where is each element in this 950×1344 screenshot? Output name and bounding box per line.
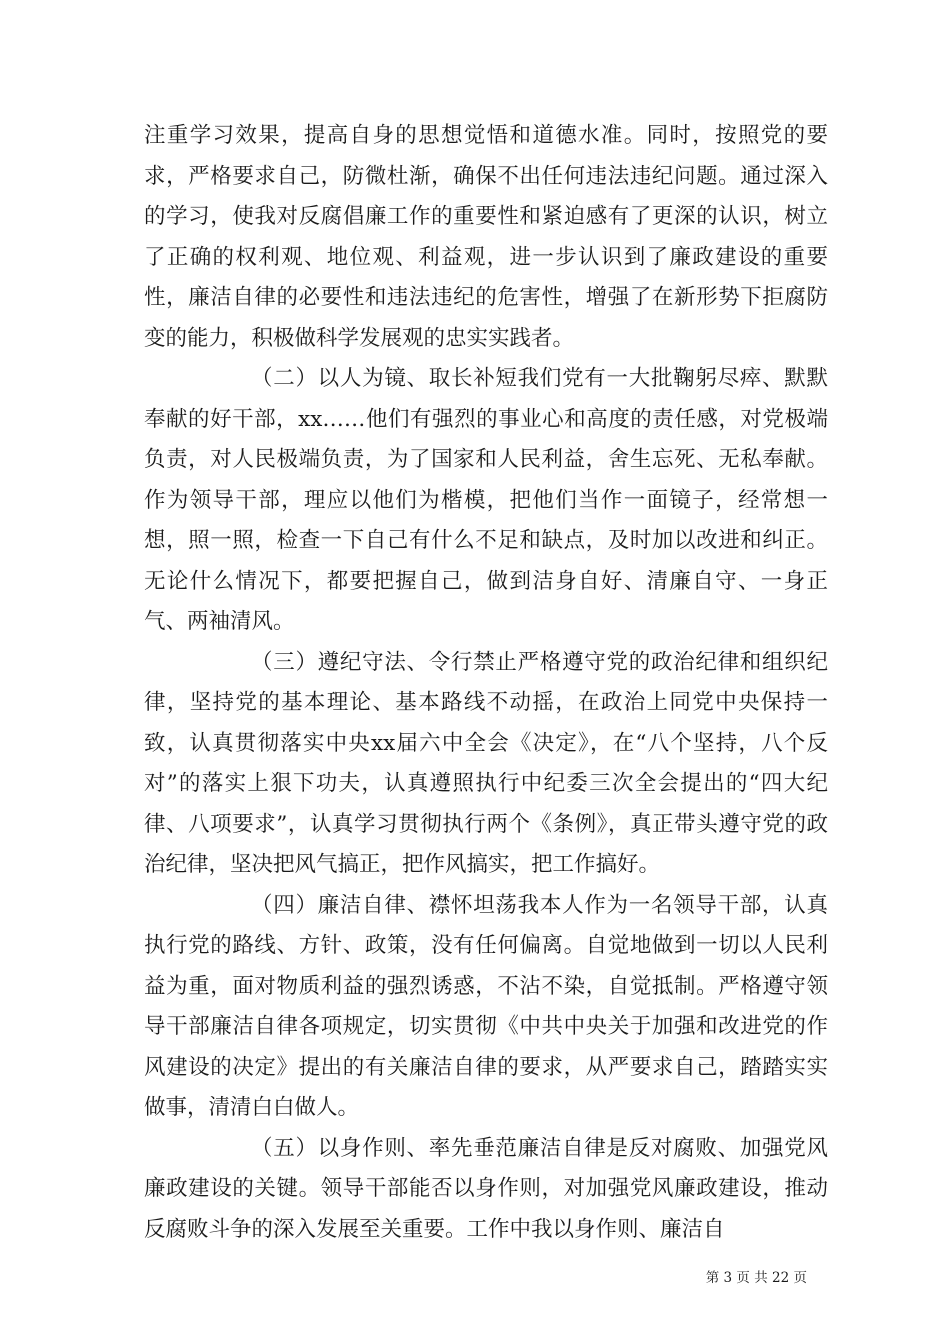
paragraph-4: （四）廉洁自律、襟怀坦荡我本人作为一名领导干部，认真执行党的路线、方针、政策，没有任何偏离。自觉地做到一切以人民利益为重，面对物质利益的强烈诱惑，不沾不染，自觉抵制。严格遵守领导干部廉洁自律各项规定，切实贯彻《中共中央关于加强和改进党的作风建设的决定》提出的有关廉洁自律的要求，从严要求自己，踏踏实实做事，清清白白做人。 [144, 892, 828, 1120]
paragraph-3: （三）遵纪守法、令行禁止严格遵守党的政治纪律和组织纪律，坚持党的基本理论、基本路线不动摇，在政治上同党中央保持一致，认真贯彻落实中央xx届六中全会《决定》，在“八个坚持，八个反对”的落实上狠下功夫，认真遵照执行中纪委三次全会提出的“四大纪律、八项要求”，认真学习贯彻执行两个《条例》，真正带头遵守党的政治纪律，坚决把风气搞正，把作风搞实，把工作搞好。 [144, 649, 828, 877]
paragraph-5: （五）以身作则、率先垂范廉洁自律是反对腐败、加强党风廉政建设的关键。领导干部能否以身作则，对加强党风廉政建设，推动反腐败斗争的深入发展至关重要。工作中我以身作则、廉洁自 [144, 1135, 828, 1242]
paragraph-1: 注重学习效果，提高自身的思想觉悟和道德水准。同时，按照党的要求，严格要求自己，防微杜渐，确保不出任何违法违纪问题。通过深入的学习，使我对反腐倡廉工作的重要性和紧迫感有了更深的认识，树立了正确的权利观、地位观、利益观，进一步认识到了廉政建设的重要性，廉洁自律的必要性和违法违纪的危害性，增强了在新形势下拒腐防变的能力，积极做科学发展观的忠实实践者。 [144, 123, 828, 351]
document-body [144, 116, 828, 1250]
page-number-footer: 第 3 页 共 22 页 [705, 1270, 807, 1286]
paragraph-2: （二）以人为镜、取长补短我们党有一大批鞠躬尽瘁、默默奉献的好干部，xx……他们有强烈的事业心和高度的责任感，对党极端负责，对人民极端负责，为了国家和人民利益，舍生忘死、无私奉献。作为领导干部，理应以他们为楷模，把他们当作一面镜子，经常想一想，照一照，检查一下自己有什么不足和缺点，及时加以改进和纠正。无论什么情况下，都要把握自己，做到洁身自好、清廉自守、一身正气、两袖清风。 [144, 366, 828, 634]
